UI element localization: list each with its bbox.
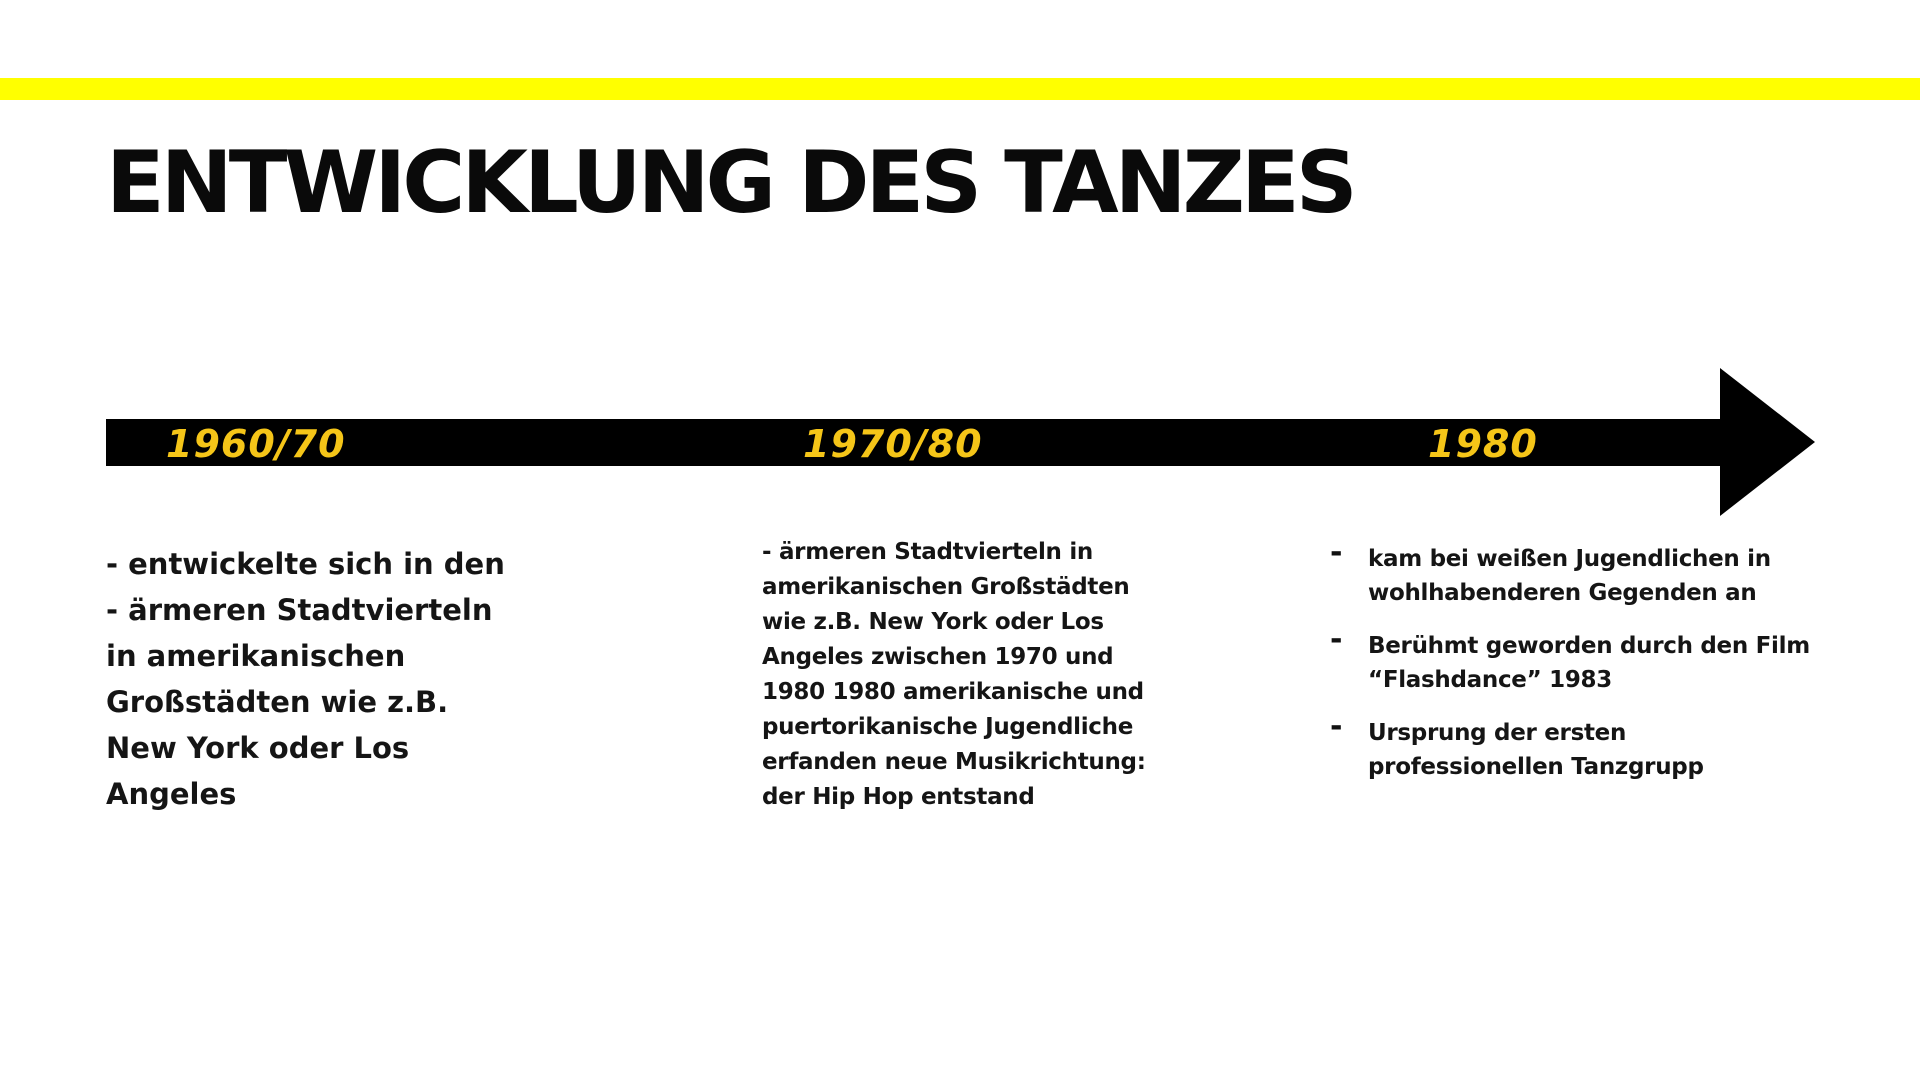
bullet-text: kam bei weißen Jugendlichen in wohlhabenderen Gegenden an	[1368, 546, 1771, 606]
year-label-1970-80: 1970/80	[803, 422, 983, 466]
year-label-1980: 1980	[1428, 422, 1538, 466]
list-item	[1330, 535, 1810, 610]
slide-title: ENTWICKLUNG DES TANZES	[106, 133, 1354, 233]
bullet-text: Ursprung der ersten professionellen Tanzgrupp	[1368, 720, 1704, 780]
bullet-text: Berühmt geworden durch den Film “Flashdance” 1983	[1368, 633, 1810, 693]
column-1980-bullet-list	[1330, 535, 1810, 803]
column-1960-70-text: - entwickelte sich in den - ärmeren Stadtvierteln in amerikanischen Großstädten wie z.B. New York oder Los Angeles	[106, 547, 505, 811]
list-item	[1330, 709, 1810, 784]
dash-bullet-icon: -	[1330, 709, 1343, 744]
timeline-arrow-head	[1720, 368, 1815, 516]
column-1970-80-text: - ärmeren Stadtvierteln in amerikanischen Großstädten wie z.B. New York oder Los Angeles zwischen 1970 und 1980 1980 amerikanische und puertorikanische Jugendliche erfanden neue Musikrichtung: der Hip Hop entstand	[762, 539, 1146, 810]
dash-bullet-icon: -	[1330, 535, 1343, 570]
dash-bullet-icon: -	[1330, 622, 1343, 657]
list-item	[1330, 622, 1810, 697]
year-label-1960-70: 1960/70	[166, 422, 346, 466]
